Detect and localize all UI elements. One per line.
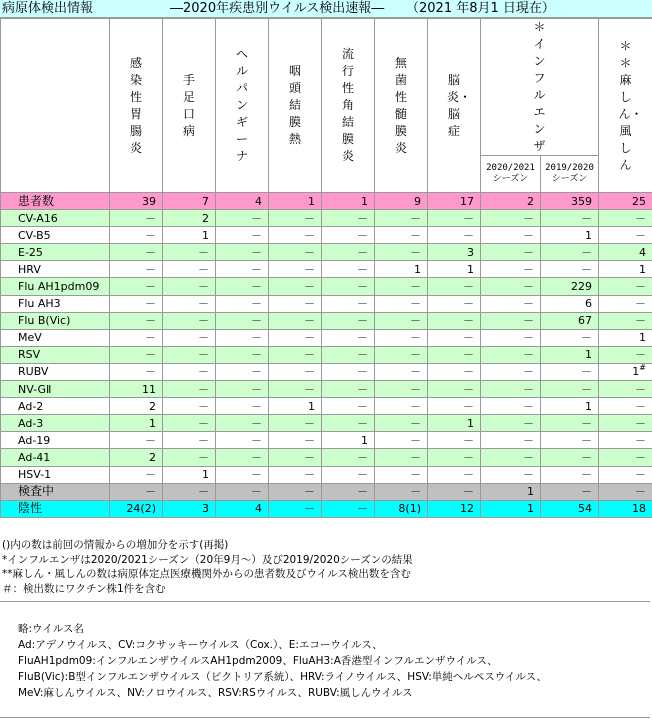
table-cell: 1 — [163, 466, 216, 483]
table-row — [1, 500, 652, 517]
table-row — [1, 398, 652, 415]
table-cell: － — [163, 432, 216, 449]
table-cell: － — [269, 432, 322, 449]
footnote: **麻しん・風しんの数は病原体定点医療機関外からの患者数及びウイルス検出数を含む — [2, 568, 411, 580]
table-cell: － — [216, 415, 269, 432]
table-cell: － — [375, 398, 428, 415]
table-cell: － — [599, 295, 652, 312]
report-subtitle: ―2020年疾患別ウイルス検出速報― — [170, 1, 385, 16]
row-label: RUBV — [1, 363, 110, 380]
table-cell: － — [599, 415, 652, 432]
row-label: Ad-41 — [1, 449, 110, 466]
table-cell: － — [428, 449, 481, 466]
table-cell: 12 — [428, 500, 481, 517]
table-cell: － — [110, 278, 163, 295]
table-cell: 8(1) — [375, 500, 428, 517]
table-cell: 1 — [269, 398, 322, 415]
table-cell: － — [541, 432, 599, 449]
table-cell: 1 — [481, 483, 541, 500]
table-cell: － — [375, 227, 428, 244]
table-cell: － — [269, 466, 322, 483]
table-cell: － — [322, 261, 375, 278]
table-cell: － — [481, 261, 541, 278]
table-cell: － — [375, 244, 428, 261]
table-cell: － — [481, 346, 541, 363]
row-label: Flu AH3 — [1, 295, 110, 312]
table-cell: － — [428, 278, 481, 295]
col-header-encephalitis: 脳炎・脳症 — [428, 19, 481, 193]
table-cell: － — [481, 210, 541, 227]
table-cell: － — [216, 261, 269, 278]
table-cell: － — [322, 449, 375, 466]
table-cell: － — [110, 210, 163, 227]
footnote: *インフルエンザは2020/2021シーズン（20年9月～）及び2019/2020シーズンの結果 — [2, 553, 413, 566]
table-cell: 1 — [322, 432, 375, 449]
table-cell: － — [216, 432, 269, 449]
table-cell: － — [375, 329, 428, 346]
table-cell: － — [375, 210, 428, 227]
abbreviation-line: FluAH1pdm09:インフルエンザウイルスAH1pdm2009、FluAH3:A香港型インフルエンザウイルス、 — [18, 655, 498, 667]
table-cell: － — [375, 278, 428, 295]
table-cell: － — [322, 381, 375, 398]
table-cell: － — [375, 466, 428, 483]
table-cell: － — [428, 483, 481, 500]
table-cell: － — [110, 244, 163, 261]
table-row — [1, 329, 652, 346]
table-cell: － — [599, 449, 652, 466]
abbreviation-line: Ad:アデノウイルス、CV:コクサッキーウイルス（Cox.）、E:エコーウイルス、 — [18, 639, 383, 651]
table-cell: － — [428, 346, 481, 363]
table-cell: － — [216, 278, 269, 295]
col-header-hfmd: 手足口病 — [163, 19, 216, 193]
row-label: Ad-3 — [1, 415, 110, 432]
subheader-season-2020-2021: 2020/2021 シーズン — [481, 156, 541, 193]
table-cell: － — [322, 363, 375, 380]
divider — [0, 601, 650, 602]
table-cell: 54 — [541, 500, 599, 517]
table-cell: － — [163, 244, 216, 261]
table-row — [1, 415, 652, 432]
table-cell: － — [216, 483, 269, 500]
table-cell: － — [216, 398, 269, 415]
row-label: Flu AH1pdm09 — [1, 278, 110, 295]
table-cell: 11 — [110, 381, 163, 398]
table-cell: － — [599, 398, 652, 415]
table-cell: － — [541, 210, 599, 227]
table-row — [1, 312, 652, 329]
table-cell: － — [375, 312, 428, 329]
row-label: HRV — [1, 261, 110, 278]
header-corner — [1, 19, 110, 193]
table-cell: 1 — [541, 346, 599, 363]
table-cell: － — [269, 210, 322, 227]
table-cell: － — [541, 261, 599, 278]
table-cell: － — [163, 278, 216, 295]
table-cell: 4 — [216, 193, 269, 210]
row-label: 検査中 — [1, 483, 110, 500]
table-cell: 2 — [481, 193, 541, 210]
table-cell: － — [269, 381, 322, 398]
vaccine-strain-mark: # — [639, 363, 646, 373]
table-cell: － — [599, 210, 652, 227]
row-label: 患者数 — [1, 193, 110, 210]
row-label: Ad-19 — [1, 432, 110, 449]
table-row — [1, 227, 652, 244]
table-cell: 39 — [110, 193, 163, 210]
table-cell: － — [269, 261, 322, 278]
table-cell: － — [428, 210, 481, 227]
table-cell: － — [322, 466, 375, 483]
col-header-pcf: 咽頭結膜熱 — [269, 19, 322, 193]
table-cell: － — [375, 432, 428, 449]
table-cell: － — [216, 295, 269, 312]
table-cell: 24(2) — [110, 500, 163, 517]
table-cell: 229 — [541, 278, 599, 295]
row-label: HSV-1 — [1, 466, 110, 483]
table-cell: － — [269, 278, 322, 295]
table-row — [1, 278, 652, 295]
table-cell: － — [163, 346, 216, 363]
row-label: CV-B5 — [1, 227, 110, 244]
table-cell: － — [216, 312, 269, 329]
table-cell: 67 — [541, 312, 599, 329]
table-cell: － — [322, 227, 375, 244]
table-cell: － — [541, 449, 599, 466]
table-cell: － — [110, 432, 163, 449]
table-row — [1, 210, 652, 227]
table-cell: － — [541, 466, 599, 483]
table-cell: － — [216, 381, 269, 398]
table-cell: － — [163, 381, 216, 398]
table-row — [1, 466, 652, 483]
table-row — [1, 483, 652, 500]
table-cell: － — [216, 329, 269, 346]
footnote: ＃：検出数にワクチン株1件を含む — [2, 582, 166, 595]
table-cell: － — [110, 363, 163, 380]
report-title-band — [0, 0, 652, 18]
subheader-season-2019-2020: 2019/2020 シーズン — [541, 156, 599, 193]
table-cell: － — [481, 227, 541, 244]
table-row — [1, 193, 652, 210]
table-cell: － — [322, 329, 375, 346]
table-cell: － — [322, 210, 375, 227]
table-cell: － — [481, 381, 541, 398]
table-cell: － — [269, 363, 322, 380]
table-cell: － — [269, 449, 322, 466]
table-cell: － — [599, 483, 652, 500]
table-cell: － — [322, 415, 375, 432]
table-cell: － — [322, 398, 375, 415]
table-cell: － — [428, 295, 481, 312]
table-cell: 18 — [599, 500, 652, 517]
table-cell: － — [375, 295, 428, 312]
table-cell: － — [428, 227, 481, 244]
table-cell: 359 — [541, 193, 599, 210]
table-cell: － — [428, 381, 481, 398]
table-cell: 2 — [163, 210, 216, 227]
table-cell: － — [269, 312, 322, 329]
table-row — [1, 346, 652, 363]
table-cell: 1 — [481, 500, 541, 517]
table-cell: － — [163, 295, 216, 312]
table-cell: － — [110, 466, 163, 483]
table-cell: － — [163, 329, 216, 346]
table-cell: － — [216, 244, 269, 261]
table-cell: － — [110, 312, 163, 329]
table-cell: － — [110, 483, 163, 500]
report-date: （2021 年8月1 日現在） — [406, 1, 555, 16]
table-cell: 1 — [599, 329, 652, 346]
table-cell: 1 — [163, 227, 216, 244]
divider — [0, 717, 650, 718]
table-cell: 17 — [428, 193, 481, 210]
table-cell: － — [375, 415, 428, 432]
table-cell: － — [428, 466, 481, 483]
table-cell: － — [599, 466, 652, 483]
table-cell: － — [322, 500, 375, 517]
table-row — [1, 363, 652, 380]
col-header-measles-rubella: ＊＊麻しん・風しん — [599, 19, 652, 193]
table-cell: － — [163, 449, 216, 466]
table-cell: － — [481, 312, 541, 329]
table-cell: － — [481, 398, 541, 415]
table-cell: － — [322, 295, 375, 312]
table-cell: － — [322, 483, 375, 500]
table-cell: 2 — [110, 449, 163, 466]
table-cell: － — [269, 244, 322, 261]
table-cell: － — [481, 329, 541, 346]
abbreviation-line: 略:ウイルス名 — [18, 623, 84, 635]
table-cell: － — [428, 398, 481, 415]
table-cell: － — [481, 278, 541, 295]
table-cell: － — [428, 363, 481, 380]
table-cell: － — [163, 261, 216, 278]
table-cell: － — [375, 346, 428, 363]
table-cell: － — [481, 415, 541, 432]
table-cell: － — [541, 381, 599, 398]
abbreviations — [18, 621, 547, 701]
table-cell: － — [269, 329, 322, 346]
table-cell: － — [541, 244, 599, 261]
abbreviation-line: MeV:麻しんウイルス、NV:ノロウイルス、RSV:RSウイルス、RUBV:風しんウイルス — [18, 687, 413, 699]
table-cell: － — [216, 227, 269, 244]
table-cell: － — [163, 398, 216, 415]
table-cell: － — [269, 295, 322, 312]
table-cell: － — [481, 466, 541, 483]
table-cell: － — [216, 346, 269, 363]
table-cell: － — [110, 346, 163, 363]
abbreviation-line: FluB(Vic):B型インフルエンザウイルス（ビクトリア系統）、HRV:ライノウイルス、HSV:単純ヘルペスウイルス、 — [18, 671, 547, 683]
table-cell: 1 — [541, 398, 599, 415]
table-cell: － — [322, 278, 375, 295]
table-cell: 1 — [599, 261, 652, 278]
table-cell: － — [428, 432, 481, 449]
table-cell: 2 — [110, 398, 163, 415]
table-cell: － — [110, 261, 163, 278]
table-cell: － — [599, 278, 652, 295]
table-cell: 1 — [541, 227, 599, 244]
table-cell: － — [375, 483, 428, 500]
table-cell: － — [322, 346, 375, 363]
table-cell: 9 — [375, 193, 428, 210]
table-row — [1, 295, 652, 312]
table-cell: 1 — [375, 261, 428, 278]
table-cell: － — [375, 381, 428, 398]
table-cell: － — [216, 449, 269, 466]
table-cell: － — [375, 363, 428, 380]
table-cell: 7 — [163, 193, 216, 210]
table-cell: － — [481, 244, 541, 261]
table-cell: － — [163, 363, 216, 380]
table-cell: － — [216, 363, 269, 380]
col-header-aseptic-meningitis: 無菌性髄膜炎 — [375, 19, 428, 193]
table-cell: 6 — [541, 295, 599, 312]
table-cell: － — [163, 483, 216, 500]
table-cell: － — [599, 227, 652, 244]
table-cell: － — [269, 346, 322, 363]
table-cell: － — [110, 227, 163, 244]
table-cell: － — [481, 363, 541, 380]
table-cell: 1 — [322, 193, 375, 210]
table-cell: － — [481, 295, 541, 312]
table-cell: － — [599, 381, 652, 398]
table-cell: 1 — [428, 261, 481, 278]
row-label: E-25 — [1, 244, 110, 261]
table-cell: － — [375, 449, 428, 466]
table-cell: － — [216, 466, 269, 483]
table-cell: － — [599, 312, 652, 329]
table-cell: － — [541, 415, 599, 432]
virus-detection-table — [0, 18, 652, 518]
table-cell: 1 — [110, 415, 163, 432]
row-label: MeV — [1, 329, 110, 346]
table-cell: － — [541, 483, 599, 500]
row-label: Ad-2 — [1, 398, 110, 415]
col-header-influenza: ＊インフルエンザ — [481, 19, 599, 156]
table-cell: － — [322, 312, 375, 329]
row-label: CV-A16 — [1, 210, 110, 227]
table-cell: － — [216, 210, 269, 227]
table-row — [1, 244, 652, 261]
table-row — [1, 381, 652, 398]
table-cell: 3 — [428, 244, 481, 261]
report-title: 病原体検出情報 — [2, 1, 94, 16]
table-row — [1, 432, 652, 449]
col-header-gastroenteritis: 感染性胃腸炎 — [110, 19, 163, 193]
col-header-ekc: 流行性角結膜炎 — [322, 19, 375, 193]
table-cell: － — [481, 432, 541, 449]
table-cell: 4 — [216, 500, 269, 517]
table-cell: － — [541, 363, 599, 380]
table-cell: － — [269, 483, 322, 500]
row-label: RSV — [1, 346, 110, 363]
table-row — [1, 261, 652, 278]
table-row — [1, 449, 652, 466]
row-label: Flu B(Vic) — [1, 312, 110, 329]
table-cell: － — [269, 227, 322, 244]
row-label: NV-GⅡ — [1, 381, 110, 398]
table-cell: － — [599, 432, 652, 449]
footnote: ()内の数は前回の情報からの増加分を示す(再掲) — [2, 539, 229, 551]
table-cell: － — [428, 329, 481, 346]
table-cell: － — [269, 500, 322, 517]
table-cell: 1# — [599, 363, 652, 380]
table-cell: － — [110, 329, 163, 346]
col-header-herpangina: ヘルパンギーナ — [216, 19, 269, 193]
table-cell: － — [110, 295, 163, 312]
footnotes — [2, 538, 413, 596]
table-cell: － — [163, 415, 216, 432]
table-cell: 4 — [599, 244, 652, 261]
table-cell: － — [163, 312, 216, 329]
table-cell: － — [428, 312, 481, 329]
table-cell: 1 — [428, 415, 481, 432]
table-cell: 1 — [269, 193, 322, 210]
table-cell: 3 — [163, 500, 216, 517]
row-label: 陰性 — [1, 500, 110, 517]
table-cell: － — [541, 329, 599, 346]
table-cell: － — [269, 415, 322, 432]
table-cell: － — [481, 449, 541, 466]
table-cell: － — [599, 346, 652, 363]
table-cell: 25 — [599, 193, 652, 210]
table-cell: － — [322, 244, 375, 261]
